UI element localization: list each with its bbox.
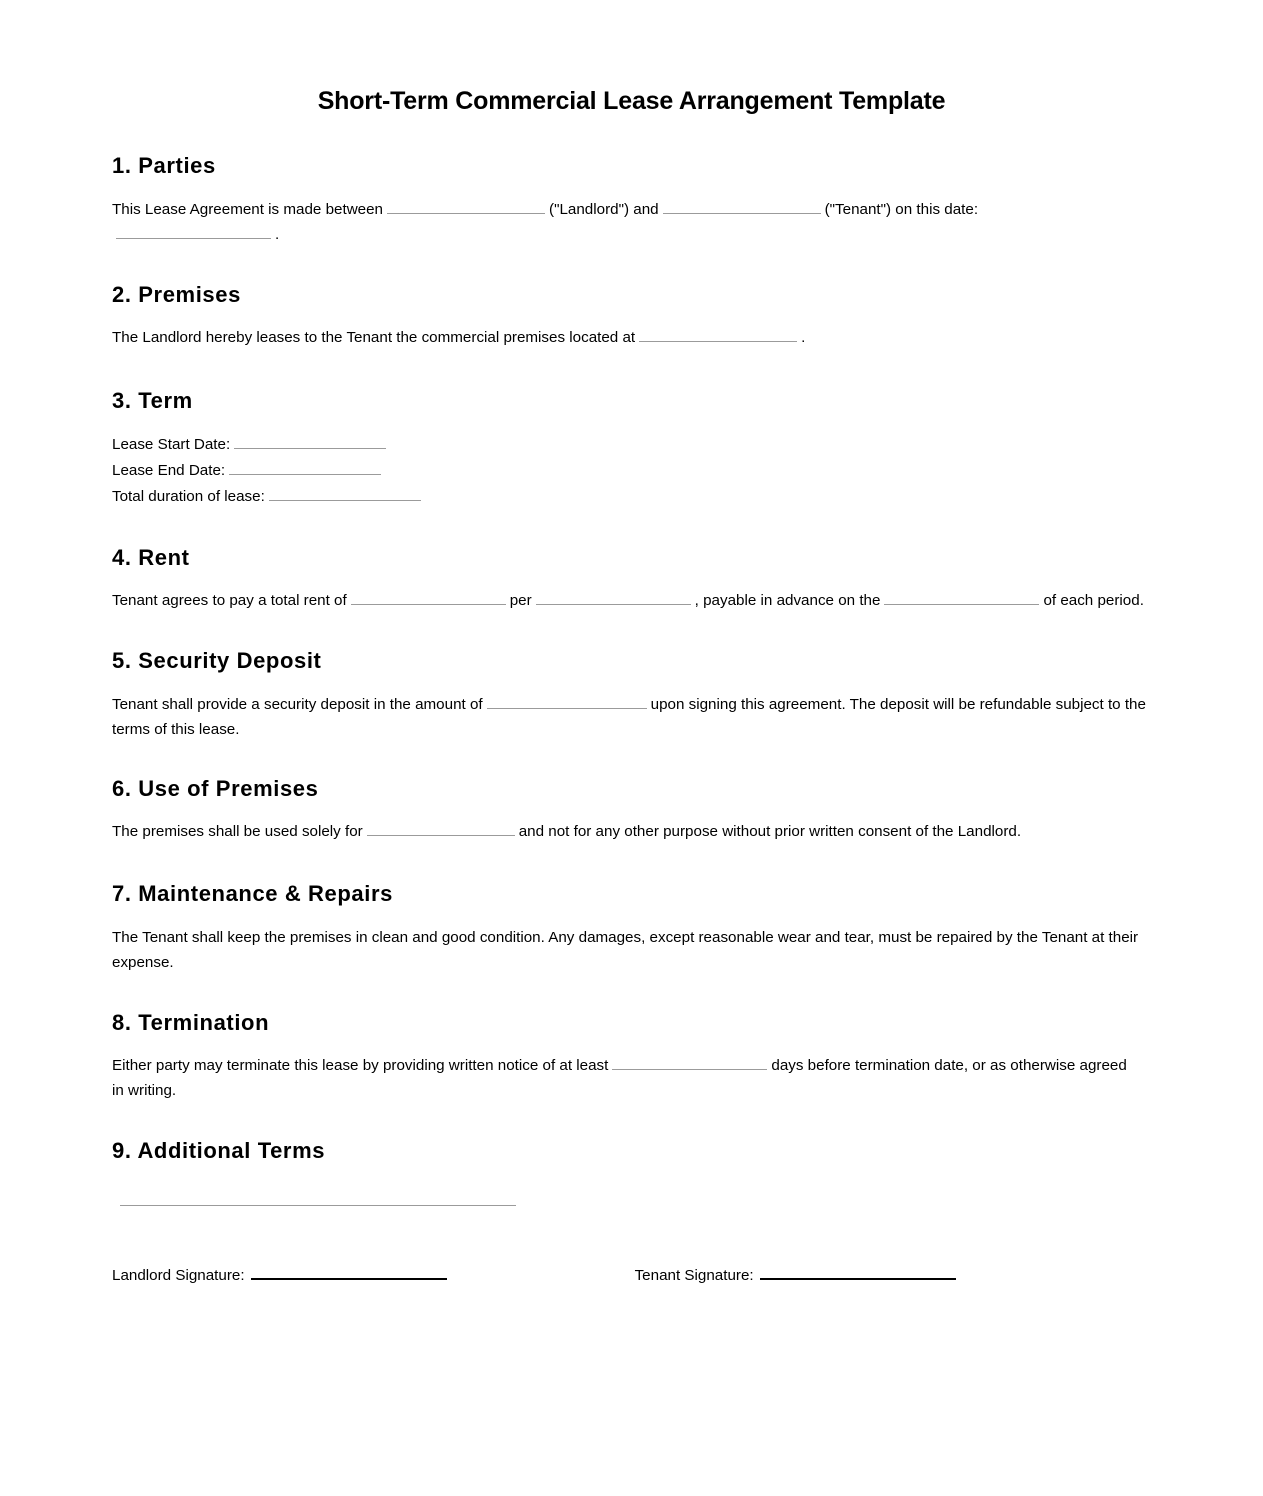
agreement-date-blank[interactable]	[116, 225, 271, 239]
section-termination	[112, 1009, 1151, 1104]
section-heading-premises: 2. Premises	[112, 281, 241, 307]
section-use-of-premises	[112, 775, 1151, 845]
parties-text-mid2: ("Tenant") on this date:	[824, 200, 979, 218]
use-of-premises-paragraph	[112, 802, 1150, 844]
landlord-signature-field	[112, 1264, 447, 1288]
signature-row	[112, 1264, 1151, 1288]
rent-text-before: Tenant agrees to pay a total rent of	[112, 592, 347, 609]
rent-text-after: of each period.	[1043, 592, 1144, 609]
section-heading-additional-terms: 9. Additional Terms	[112, 1138, 326, 1163]
lease-start-date-blank[interactable]	[234, 435, 386, 449]
termination-notice-days-blank[interactable]	[612, 1056, 767, 1070]
tenant-signature-line[interactable]	[760, 1266, 956, 1280]
tenant-signature-field	[635, 1264, 956, 1288]
section-security-deposit	[112, 647, 1151, 742]
landlord-signature-line[interactable]	[251, 1266, 447, 1280]
lease-duration-label: Total duration of lease:	[112, 487, 265, 505]
use-of-premises-text-before: The premises shall be used solely for	[112, 823, 363, 840]
use-of-premises-text-after: and not for any other purpose without prior written consent of the Landlord.	[518, 823, 1022, 840]
section-heading-security-deposit: 5. Security Deposit	[112, 648, 322, 673]
maintenance-repairs-paragraph: The Tenant shall keep the premises in clean and good condition. Any damages, except reasonable wear and tear, must be repaired by the Tenant at their expense.	[112, 928, 1139, 971]
premises-text-before: The Landlord hereby leases to the Tenant the commercial premises located at	[112, 329, 636, 346]
lease-duration-row	[112, 484, 1151, 510]
additional-terms-blank[interactable]	[120, 1205, 516, 1206]
tenant-name-blank[interactable]	[663, 200, 821, 214]
rent-amount-blank[interactable]	[351, 591, 506, 605]
parties-text-mid1: ("Landlord") and	[549, 200, 659, 218]
section-additional-terms	[112, 1137, 1151, 1206]
permitted-use-blank[interactable]	[367, 822, 515, 836]
lease-end-date-row	[112, 458, 1151, 484]
tenant-signature-label: Tenant Signature:	[634, 1266, 754, 1284]
termination-text-before: Either party may terminate this lease by providing written notice of at least	[112, 1057, 609, 1074]
lease-end-date-label: Lease End Date:	[112, 461, 226, 479]
rent-period-blank[interactable]	[536, 591, 691, 605]
lease-start-date-row	[112, 432, 1151, 458]
rent-text-mid1: per	[509, 592, 532, 609]
security-deposit-text-before: Tenant shall provide a security deposit in the amount of	[112, 695, 483, 713]
parties-text-after: .	[275, 225, 280, 243]
section-premises	[112, 281, 1151, 351]
termination-text-after: days before termination date, or as otherwise agreed in writing.	[112, 1057, 1127, 1099]
section-rent	[112, 544, 1151, 614]
section-term	[112, 387, 1151, 510]
signature-spacer	[447, 1264, 635, 1288]
document-title: Short-Term Commercial Lease Arrangement Template	[317, 87, 946, 115]
section-heading-maintenance-repairs: 7. Maintenance & Repairs	[112, 881, 393, 906]
premises-address-blank[interactable]	[639, 328, 797, 342]
landlord-name-blank[interactable]	[387, 200, 545, 214]
section-maintenance-repairs	[112, 880, 1151, 975]
lease-duration-blank[interactable]	[269, 487, 421, 501]
section-parties	[112, 152, 1151, 247]
premises-paragraph	[112, 308, 1150, 350]
section-heading-termination: 8. Termination	[112, 1009, 270, 1035]
parties-paragraph	[112, 180, 1150, 247]
landlord-signature-label: Landlord Signature:	[112, 1266, 245, 1284]
security-deposit-amount-blank[interactable]	[487, 695, 647, 709]
rent-paragraph	[112, 571, 1150, 613]
section-heading-rent: 4. Rent	[112, 544, 190, 570]
rent-text-mid2: , payable in advance on the	[694, 592, 881, 609]
termination-paragraph	[112, 1036, 1137, 1103]
section-heading-term: 3. Term	[112, 388, 193, 413]
term-fields	[112, 415, 1151, 510]
lease-end-date-blank[interactable]	[229, 461, 381, 475]
security-deposit-text-after: upon signing this agreement. The deposit will be refundable subject to the terms of this lease.	[112, 695, 1146, 738]
parties-text-before: This Lease Agreement is made between	[112, 200, 384, 218]
lease-start-date-label: Lease Start Date:	[112, 435, 231, 453]
section-heading-parties: 1. Parties	[112, 153, 216, 178]
security-deposit-paragraph	[112, 675, 1150, 742]
section-heading-use-of-premises: 6. Use of Premises	[112, 775, 319, 801]
rent-due-day-blank[interactable]	[884, 591, 1039, 605]
premises-text-after: .	[801, 329, 806, 346]
